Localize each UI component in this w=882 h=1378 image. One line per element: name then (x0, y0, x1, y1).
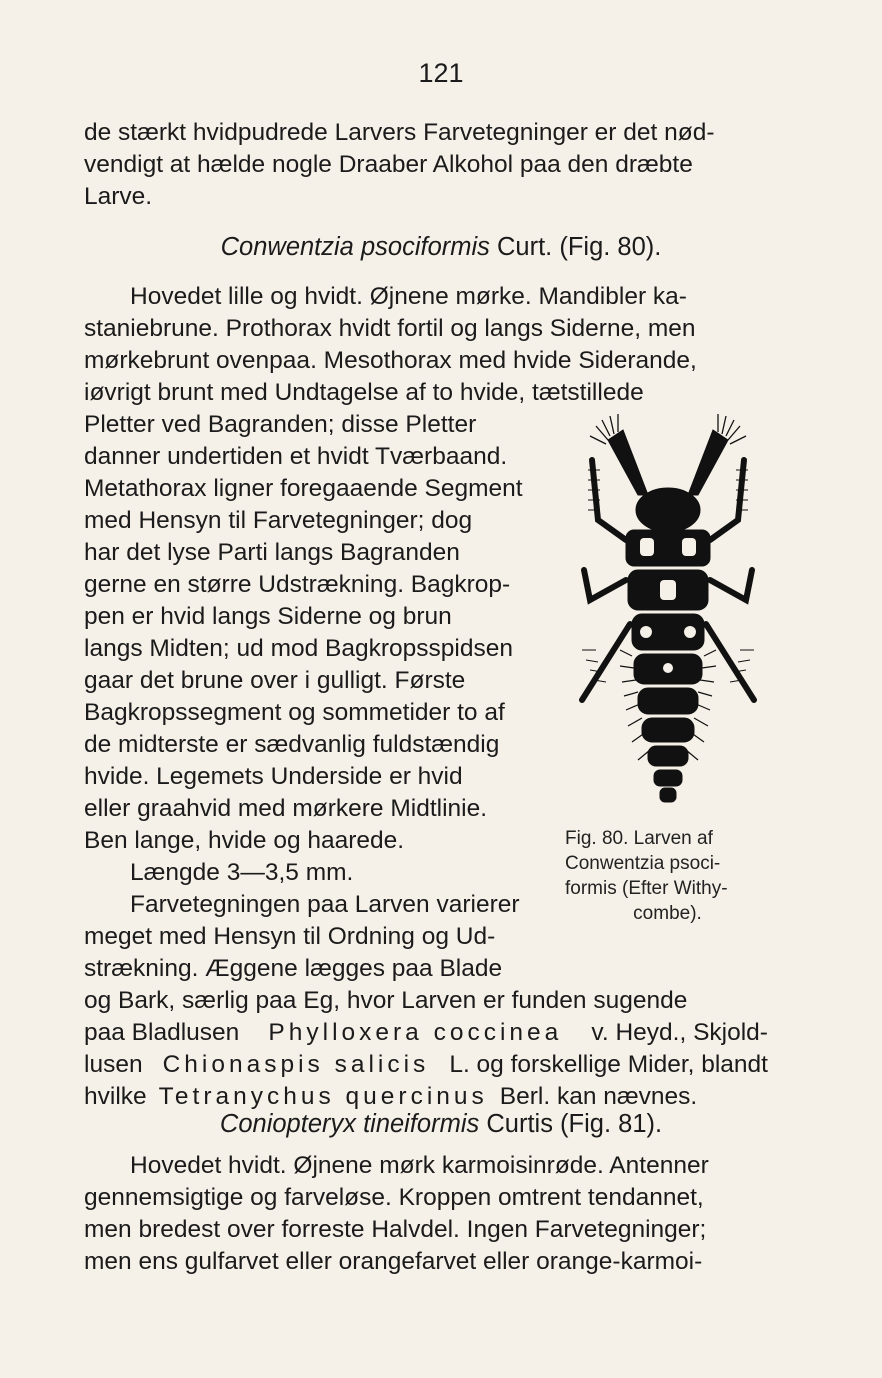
text-line: gaar det brune over i gulligt. Første (84, 667, 466, 694)
text-line: hvide. Legemets Underside er hvid (84, 763, 463, 790)
heading-rest: Curt. (Fig. 80). (497, 233, 662, 261)
text-line: iøvrigt brunt med Undtagelse af to hvide, tætstillede (84, 379, 644, 406)
text-line: langs Midten; ud mod Bagkropsspidsen (84, 635, 514, 662)
text-line: staniebrune. Prothorax hvidt fortil og langs Siderne, men (84, 315, 696, 342)
page-number: 121 (418, 58, 464, 88)
text-line: hvilke Tetranychus quercinus Berl. kan nævnes. (84, 1081, 768, 1113)
text-line: med Hensyn til Farvetegninger; dog (84, 507, 473, 534)
species-name: Phylloxera coccinea (268, 1019, 563, 1046)
text-line: de midterste er sædvanlig fuldstændig (84, 731, 500, 758)
text-line: Længde 3—3,5 mm. (130, 859, 354, 886)
section-heading-conwentzia (0, 233, 882, 262)
text-line: eller graahvid med mørkere Midtlinie. (84, 795, 488, 822)
larva-illustration (568, 400, 768, 810)
caption-line: Fig. 80. Larven af (565, 828, 713, 849)
heading-taxon: Conwentzia psociformis (220, 233, 490, 261)
species-name: Tetranychus quercinus (158, 1083, 488, 1110)
text-line: mørkebrunt ovenpaa. Mesothorax med hvide Siderande, (84, 347, 697, 374)
text-line: pen er hvid langs Siderne og brun (84, 603, 452, 630)
text-line: men bredest over forreste Halvdel. Ingen Farvetegninger; (84, 1216, 707, 1243)
text-line: Hovedet hvidt. Øjnene mørk karmoisinrøde. Antenner (130, 1152, 709, 1179)
figure-caption (565, 826, 770, 926)
text-line: og Bark, særlig paa Eg, hvor Larven er funden sugende (84, 987, 688, 1014)
text-line: Pletter ved Bagranden; disse Pletter (84, 411, 477, 438)
text-line: Larve. (84, 183, 153, 210)
text-line: Farvetegningen paa Larven varierer (130, 891, 520, 918)
text-line: gerne en større Udstrækning. Bagkrop- (84, 571, 511, 598)
text-line: lusen Chionaspis salicis L. og forskellige Mider, blandt (84, 1049, 768, 1081)
caption-line: Conwentzia psoci- (565, 853, 721, 874)
text-line: strækning. Æggene lægges paa Blade (84, 955, 503, 982)
text-line: gennemsigtige og farveløse. Kroppen omtrent tendannet, (84, 1184, 704, 1211)
text-line: de stærkt hvidpudrede Larvers Farvetegninger er det nød- (84, 119, 715, 146)
text-line: har det lyse Parti langs Bagranden (84, 539, 460, 566)
heading-taxon: Coniopteryx tineiformis (219, 1110, 480, 1138)
text-line: meget med Hensyn til Ordning og Ud- (84, 923, 496, 950)
caption-line: formis (Efter Withy- (565, 878, 728, 899)
section-heading-coniopteryx (0, 1110, 882, 1139)
text-line: Metathorax ligner foregaaende Segment (84, 475, 523, 502)
text-line: Hovedet lille og hvidt. Øjnene mørke. Mandibler ka- (130, 283, 687, 310)
text-line: danner undertiden et hvidt Tværbaand. (84, 443, 508, 470)
text-line: Ben lange, hvide og haarede. (84, 827, 405, 854)
caption-line: combe). (633, 903, 702, 924)
text-line: paa Bladlusen Phylloxera coccinea v. Heyd., Skjold- (84, 1017, 768, 1049)
species-name: Chionaspis salicis (162, 1051, 430, 1078)
heading-rest: Curtis (Fig. 81). (486, 1110, 663, 1138)
text-line: vendigt at hælde nogle Draaber Alkohol paa den dræbte (84, 151, 693, 178)
text-line: men ens gulfarvet eller orangefarvet eller orange-karmoi- (84, 1248, 703, 1275)
text-line: Bagkropssegment og sommetider to af (84, 699, 505, 726)
